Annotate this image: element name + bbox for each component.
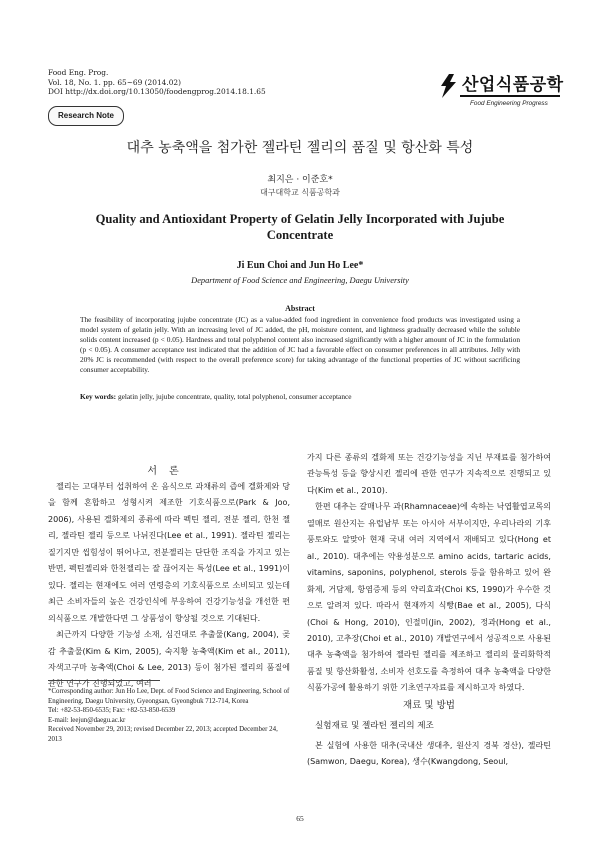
paragraph: 젤리는 고대부터 섭취하여 온 음식으로 과채류의 즙에 겔화제와 당을 함께 혼합하고 성형시켜 제조한 기호식품으로(Park & Joo, 2006), 사용된 겔화제의 종류에 따라 펙틴 젤리, 전분 젤리, 한천 젤리, 젤라틴 젤리 등으로 나뉘진다(Lee et al., 1991). 젤라틴 젤리는 질기지만 씹힘성이 뛰어나고, 전분젤리는 단단한 조직을 가지고 있는 반면, 펙틴젤리와 한천젤리는 잘 끊어지는 특성(Lee et al., 1991)이 있다. 젤리는 현재에도 여러 연령층의 기호식품으로 소비되고 있는데 최근 소비자들의 높은 건강인식에 부응하여 건강기능성을 개선한 편의식품으로 개발한다면 그 상품성이 향상될 것으로 기대된다. (48, 482, 290, 623)
right-column (307, 450, 551, 697)
journal-logo-icon (438, 72, 460, 102)
methods-text-block (307, 738, 551, 771)
footnote (48, 687, 292, 745)
keywords (80, 392, 520, 401)
footnote-rule (48, 680, 160, 681)
paragraph: 한편 대추는 갈매나무 과(Rhamnaceae)에 속하는 낙엽활엽교목의 열매로 원산지는 유럽남부 또는 아시아 서부이지만, 우리나라의 기후풍토와도 알맞아 현재 국내 여러 지역에서 재배되고 있다(Hong et al., 2010). 대추에는 약용성분으로 amino acids, tartaric acids, vitamins, saponins, polyphenol, sterols 등을 함유하고 있어 완화제, 거담제, 항염증제 등의 약리효과(Choi KS, 1990)가 우수한 것으로 알려져 있다. 따라서 현재까지 식빵(Bae et al., 2005), 다식(Choi & Hong, 2010), 인절미(Jin, 2002), 정과(Hong et al., 2010), 고추장(Choi et al., 2010) 개발연구에서 성공적으로 사용된 대추 농축액을 첨가하여 젤라틴 젤리를 제조하고 젤리의 물리화학적 품질 및 항산화활성, 소비자 선호도를 측정하여 대추 농축액을 다양한 식품가공에 활용하기 위한 기초연구자료를 제시하고자 하였다. (307, 502, 551, 693)
korean-title: 대추 농축액을 첨가한 젤라틴 젤리의 품질 및 항산화 특성 (126, 140, 474, 156)
keywords-label: Key words: (80, 392, 117, 401)
footnote-line: Received November 29, 2013; revised December 22, 2013; accepted December 24, 2013 (48, 726, 278, 743)
english-title: Quality and Antioxidant Property of Gelatin Jelly Incorporated with Jujube Concentrate (95, 212, 505, 242)
article-type-badge: Research Note (48, 106, 124, 126)
journal-name: Food Eng. Prog. (48, 68, 109, 77)
journal-volume: Vol. 18, No. 1. pp. 65~69 (2014.02) (48, 77, 181, 87)
methods-subheading: 실험재료 및 젤라틴 젤리의 제조 (315, 721, 434, 731)
journal-logo-subtitle: Food Engineering Progress (470, 100, 548, 107)
left-column (48, 479, 290, 693)
abstract-text: The feasibility of incorporating jujube concentrate (JC) as a value-added food ingredient in convenience food products was investigated using a model system of gelatin jelly. With an increasing level of JC added, the pH, moisture content, and lightness gradually decreased while the soluble solids content increased (p < 0.05). Hardness and total polyphenol content also increased significantly with a higher amount of JC in the formulation (p < 0.05). A consumer acceptance test indicated that the addition of JC had a favorable effect on consumer preferences in all attributes. Jelly with 20% JC is recommended (with respect to the overall preference score) for taking advantage of the functional properties of JC without sacrificing consumer acceptability. (80, 315, 520, 374)
paragraph: 본 실험에 사용한 대추(국내산 생대추, 원산지 경북 경산), 젤라틴(Samwon, Daegu, Korea), 생수(Kwangdong, Seoul, (307, 741, 551, 767)
journal-doi: DOI http://dx.doi.org/10.13050/foodengprog.2014.18.1.65 (48, 87, 266, 97)
intro-heading: 서론 (147, 466, 191, 477)
logo-divider (460, 95, 560, 97)
page-number: 65 (296, 814, 304, 823)
korean-affiliation: 대구대학교 식품공학과 (260, 188, 340, 197)
paragraph: 가지 다른 종류의 겔화제 또는 건강기능성을 지닌 부재료를 첨가하여 관능특성 등을 향상시킨 젤리에 관한 연구가 지속적으로 진행되고 있다(Kim et al., 2010). (307, 453, 551, 495)
journal-info (48, 68, 266, 97)
korean-authors: 최지은 · 이준호* (267, 175, 333, 185)
abstract-heading: Abstract (285, 304, 315, 313)
english-authors: Ji Eun Choi and Jun Ho Lee* (236, 260, 364, 271)
footnote-line: Tel: +82-53-850-6535; Fax: +82-53-850-6539 (48, 707, 176, 715)
english-affiliation: Department of Food Science and Engineering, Daegu University (191, 276, 409, 285)
journal-logo-title: 산업식품공학 (462, 75, 564, 95)
footnote-line: *Corresponding author: Jun Ho Lee, Dept. of Food Science and Engineering, School of Engineering, Daegu University, Gyeongsan, Gyeongbuk 712-714, Korea (48, 688, 290, 705)
paragraph: 최근까지 다양한 기능성 소재, 심건대로 추출물(Kang, 2004), 곶감 추출물(Kim & Kim, 2005), 숙지황 농축액(Kim et al., 2011), 자색고구마 농축액(Choi & Lee, 2013) 등이 첨가된 젤리의 품질에 관한 연구가 진행되었고, 여러 (48, 630, 290, 689)
methods-heading: 재료 및 방법 (403, 700, 455, 711)
footnote-line: E-mail: leejun@daegu.ac.kr (48, 716, 126, 724)
keywords-text: gelatin jelly, jujube concentrate, quality, total polyphenol, consumer acceptance (117, 392, 352, 401)
